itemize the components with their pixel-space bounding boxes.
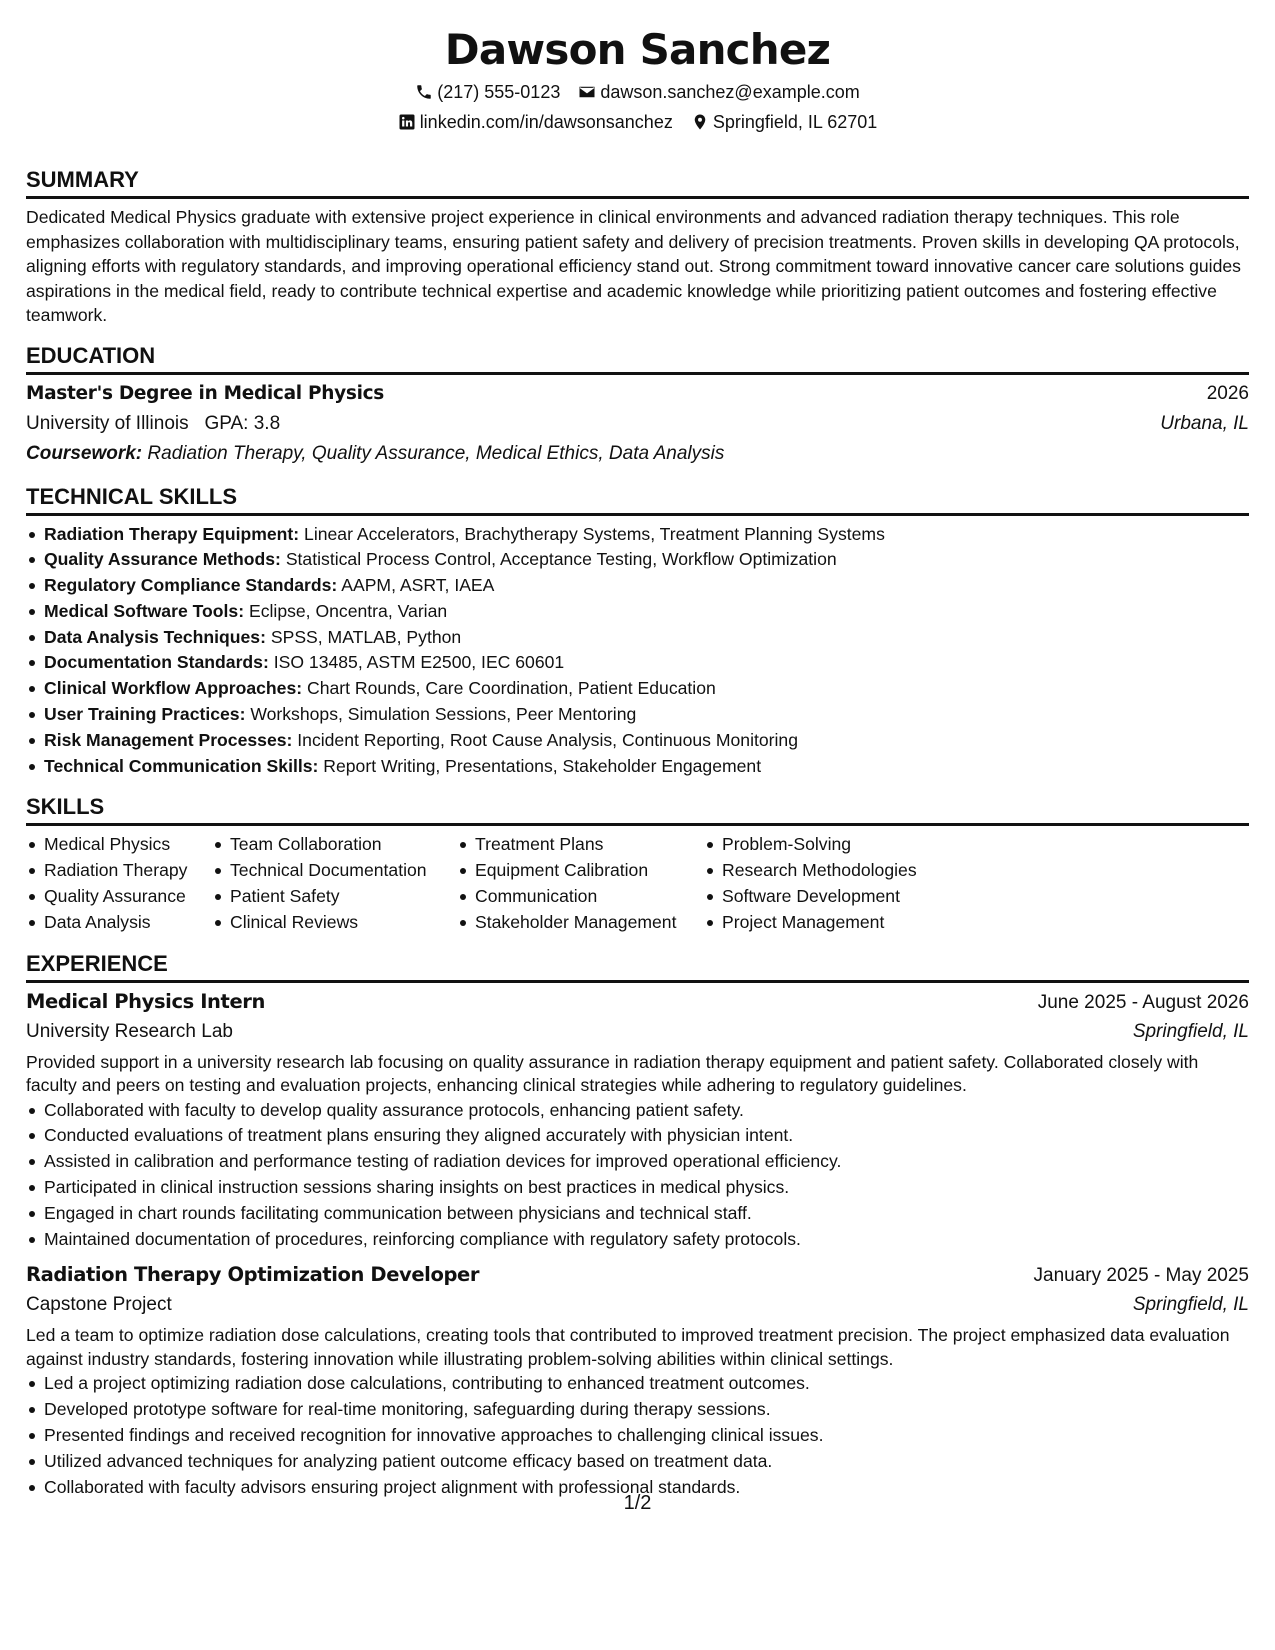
list-item: Engaged in chart rounds facilitating communication between physicians and technical staff.	[26, 1201, 1249, 1227]
job-title: Medical Physics Intern	[26, 989, 265, 1013]
skill-values: Statistical Process Control, Acceptance Testing, Workflow Optimization	[285, 549, 837, 570]
list-item	[26, 625, 1249, 651]
technical-skills-heading: TECHNICAL SKILLS	[26, 483, 1249, 516]
degree-title: Master's Degree in Medical Physics	[26, 382, 384, 404]
skills-column	[26, 832, 212, 935]
list-item: Maintained documentation of procedures, reinforcing compliance with regulatory safety protocols.	[26, 1227, 1249, 1253]
phone-text: (217) 555-0123	[437, 82, 561, 102]
list-item: Stakeholder Management	[457, 910, 704, 936]
skill-values: Linear Accelerators, Brachytherapy Systems, Treatment Planning Systems	[304, 523, 885, 544]
list-item: Clinical Reviews	[212, 910, 457, 936]
summary-heading: SUMMARY	[26, 166, 1249, 199]
job-entry	[26, 983, 1249, 1253]
education-degree-row	[26, 375, 1249, 409]
list-item: Collaborated with faculty advisors ensuring project alignment with professional standards.	[26, 1475, 1249, 1501]
job-description: Led a team to optimize radiation dose calculations, creating tools that contributed to improved treatment precision. The project emphasized data evaluation against industry standards, fostering innovation while illustrating problem-solving abilities within clinical settings.	[26, 1325, 1230, 1369]
contact-row-1	[26, 78, 1249, 106]
list-item: Led a project optimizing radiation dose calculations, contributing to enhanced treatment outcomes.	[26, 1371, 1249, 1397]
technical-skills-list	[26, 522, 1249, 780]
job-title: Radiation Therapy Optimization Developer	[26, 1263, 480, 1287]
coursework-label: Coursework:	[26, 442, 143, 464]
map-pin-icon	[691, 113, 709, 131]
list-item: Team Collaboration	[212, 832, 457, 858]
email-contact[interactable]	[578, 78, 859, 106]
skill-values: Chart Rounds, Care Coordination, Patient Education	[306, 678, 716, 699]
education-heading: EDUCATION	[26, 342, 1249, 375]
list-item: Quality Assurance	[26, 884, 212, 910]
list-item	[26, 676, 1249, 702]
skills-heading: SKILLS	[26, 793, 1249, 826]
list-item: Communication	[457, 884, 704, 910]
skill-values: AAPM, ASRT, IAEA	[341, 575, 495, 596]
skills-column	[212, 832, 457, 935]
job-organization: Capstone Project	[26, 1294, 172, 1316]
list-item: Participated in clinical instruction sessions sharing insights on best practices in medical physics.	[26, 1175, 1249, 1201]
linkedin-contact[interactable]	[398, 108, 673, 136]
email-text[interactable]: dawson.sanchez@example.com	[600, 82, 860, 102]
skills-column	[704, 832, 954, 935]
job-title-row	[26, 1256, 1249, 1290]
degree-year: 2026	[1206, 382, 1249, 404]
skill-category: Clinical Workflow Approaches:	[44, 678, 303, 699]
school-gpa: GPA: 3.8	[204, 412, 281, 434]
job-entry	[26, 1256, 1249, 1500]
list-item: Equipment Calibration	[457, 858, 704, 884]
list-item	[26, 728, 1249, 754]
job-description: Provided support in a university research lab focusing on quality assurance in radiation therapy equipment and patient safety. Collaborated closely with faculty and peers on testing and evaluation projects, enhancing clinical strategies while adhering to regulatory guidelines.	[26, 1051, 1199, 1096]
list-item	[26, 650, 1249, 676]
job-dates: January 2025 - May 2025	[1033, 1265, 1249, 1287]
location-contact	[691, 108, 877, 136]
job-bullets	[26, 1371, 1249, 1500]
list-item	[26, 702, 1249, 728]
list-item	[26, 573, 1249, 599]
skill-category: Medical Software Tools:	[44, 600, 245, 621]
list-item: Medical Physics	[26, 832, 212, 858]
school-name: University of Illinois	[26, 412, 189, 434]
list-item: Collaborated with faculty to develop quality assurance protocols, enhancing patient safety.	[26, 1098, 1249, 1124]
skill-category: Quality Assurance Methods:	[44, 549, 281, 570]
job-title-row	[26, 983, 1249, 1017]
school-info	[26, 409, 280, 439]
list-item: Presented findings and received recognition for innovative approaches to challenging clinical issues.	[26, 1423, 1249, 1449]
list-item: Problem-Solving	[704, 832, 954, 858]
job-location: Springfield, IL	[1132, 1294, 1249, 1316]
skill-values: Report Writing, Presentations, Stakeholder Engagement	[323, 755, 762, 776]
job-location: Springfield, IL	[1132, 1020, 1249, 1042]
list-item: Software Development	[704, 884, 954, 910]
job-org-row	[26, 1017, 1249, 1047]
list-item: Conducted evaluations of treatment plans ensuring they aligned accurately with physician intent.	[26, 1123, 1249, 1149]
education-school-row	[26, 409, 1249, 439]
skill-category: Regulatory Compliance Standards:	[44, 575, 338, 596]
skill-category: Radiation Therapy Equipment:	[44, 523, 300, 544]
skill-category: User Training Practices:	[44, 704, 246, 725]
skill-values: Eclipse, Oncentra, Varian	[248, 600, 448, 621]
coursework-list: Radiation Therapy, Quality Assurance, Medical Ethics, Data Analysis	[147, 442, 725, 464]
list-item: Treatment Plans	[457, 832, 704, 858]
list-item: Utilized advanced techniques for analyzing patient outcome efficacy based on treatment data.	[26, 1449, 1249, 1475]
skills-grid	[26, 832, 1249, 935]
job-organization: University Research Lab	[26, 1020, 233, 1042]
job-bullets	[26, 1098, 1249, 1253]
candidate-name: Dawson Sanchez	[444, 25, 831, 74]
skill-category: Risk Management Processes:	[44, 729, 293, 750]
summary-text: Dedicated Medical Physics graduate with extensive project experience in clinical environments and advanced radiation therapy techniques. This role emphasizes collaboration with multidisciplinary teams, ensuring patient safety and delivery of precision treatments. Proven skills in developing QA protocols, aligning efforts with regulatory standards, and improving operational efficiency stand out. Strong commitment toward innovative cancer care solutions guides aspirations in the medical field, ready to contribute technical expertise and academic knowledge while prioritizing patient outcomes and fostering effective teamwork.	[26, 207, 1241, 325]
list-item: Data Analysis	[26, 910, 212, 936]
envelope-icon	[578, 83, 596, 101]
skill-values: Workshops, Simulation Sessions, Peer Mentoring	[250, 704, 637, 725]
page-number: 1/2	[623, 1492, 652, 1514]
linkedin-icon	[398, 113, 416, 131]
list-item: Developed prototype software for real-time monitoring, safeguarding during therapy sessions.	[26, 1397, 1249, 1423]
list-item: Radiation Therapy	[26, 858, 212, 884]
school-location: Urbana, IL	[1160, 412, 1249, 434]
skill-category: Data Analysis Techniques:	[44, 626, 266, 647]
list-item	[26, 522, 1249, 548]
experience-heading: EXPERIENCE	[26, 950, 1249, 983]
phone-icon	[415, 83, 433, 101]
list-item: Project Management	[704, 910, 954, 936]
list-item	[26, 547, 1249, 573]
list-item: Technical Documentation	[212, 858, 457, 884]
list-item: Research Methodologies	[704, 858, 954, 884]
list-item	[26, 754, 1249, 780]
job-dates: June 2025 - August 2026	[1037, 991, 1249, 1013]
coursework-line	[26, 439, 1249, 469]
skill-values: ISO 13485, ASTM E2500, IEC 60601	[273, 652, 565, 673]
skill-values: SPSS, MATLAB, Python	[270, 626, 462, 647]
list-item: Assisted in calibration and performance testing of radiation devices for improved operational efficiency.	[26, 1149, 1249, 1175]
job-org-row	[26, 1290, 1249, 1320]
list-item	[26, 599, 1249, 625]
location-text: Springfield, IL 62701	[712, 112, 878, 132]
phone-contact	[415, 78, 560, 106]
skill-values: Incident Reporting, Root Cause Analysis, Continuous Monitoring	[297, 729, 798, 750]
skill-category: Documentation Standards:	[44, 652, 269, 673]
skills-column	[457, 832, 704, 935]
contact-row-2	[26, 108, 1249, 136]
linkedin-text[interactable]: linkedin.com/in/dawsonsanchez	[419, 112, 673, 132]
list-item: Patient Safety	[212, 884, 457, 910]
skill-category: Technical Communication Skills:	[44, 755, 319, 776]
